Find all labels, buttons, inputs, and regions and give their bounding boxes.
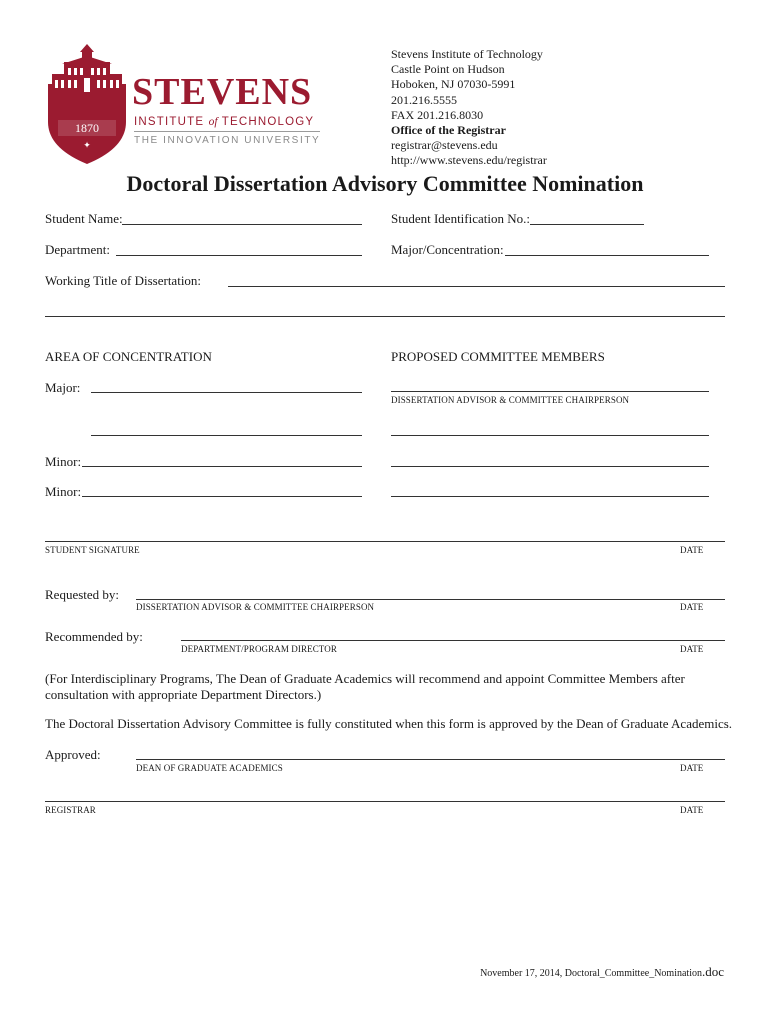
logo-institute-a: INSTITUTE — [134, 116, 209, 128]
student-id-field[interactable] — [530, 224, 644, 225]
logo-tagline: THE INNOVATION UNIVERSITY — [134, 135, 321, 146]
student-signature-field[interactable] — [45, 541, 725, 542]
department-label: Department: — [45, 242, 110, 257]
major-field[interactable] — [91, 392, 362, 393]
minor-field[interactable] — [82, 466, 362, 467]
major-concentration-field[interactable] — [505, 255, 709, 256]
logo-institute-of: of — [208, 116, 218, 128]
recommended-by-field[interactable] — [181, 640, 725, 641]
requested-by-label: Requested by: — [45, 587, 120, 602]
area-heading: AREA OF CONCENTRATION — [45, 349, 212, 364]
address-email[interactable]: registrar@stevens.edu — [391, 138, 498, 153]
advisor-field[interactable] — [391, 391, 709, 392]
address-line: Hoboken, NJ 07030-5991 — [391, 77, 516, 92]
address-phone: 201.216.5555 — [391, 92, 457, 107]
dean-caption: DEAN OF GRADUATE ACADEMICS — [136, 763, 283, 773]
interdisciplinary-note: (For Interdisciplinary Programs, The Dean of Graduate Academics will recommend and appoint Committee Members after consultation with appropriate Department Directors.) — [45, 671, 685, 702]
requested-by-caption: DISSERTATION ADVISOR & COMMITTEE CHAIRPERSON — [136, 602, 375, 612]
minor-label: Minor: — [45, 454, 82, 469]
logo-institute-b: TECHNOLOGY — [217, 116, 315, 128]
major-concentration-label: Major/Concentration: — [391, 242, 504, 257]
department-field[interactable] — [116, 255, 362, 256]
requested-by-field[interactable] — [136, 599, 725, 600]
minor-field[interactable] — [82, 496, 362, 497]
major-label: Major: — [45, 380, 81, 395]
address-line: Castle Point on Hudson — [391, 62, 505, 77]
committee-heading: PROPOSED COMMITTEE MEMBERS — [391, 349, 605, 364]
recommended-by-label: Recommended by: — [45, 629, 143, 644]
working-title-label: Working Title of Dissertation: — [45, 273, 202, 288]
footer-text: November 17, 2014, Doctoral_Committee_Nomination — [480, 968, 702, 979]
registrar-address — [391, 47, 547, 169]
svg-text:✦: ✦ — [83, 140, 91, 150]
footer-ext: .doc — [701, 964, 724, 979]
student-id-label: Student Identification No.: — [391, 211, 531, 226]
student-signature-caption: STUDENT SIGNATURE — [45, 545, 140, 555]
working-title-field-line2[interactable] — [45, 316, 725, 317]
student-name-label: Student Name: — [45, 211, 123, 226]
minor-label: Minor: — [45, 484, 82, 499]
approved-label: Approved: — [45, 747, 101, 762]
address-url[interactable]: http://www.stevens.edu/registrar — [391, 153, 547, 168]
student-name-field[interactable] — [122, 224, 362, 225]
committee-member-field[interactable] — [391, 496, 709, 497]
shield-seal-icon — [44, 44, 130, 166]
director-caption: DEPARTMENT/PROGRAM DIRECTOR — [181, 644, 337, 654]
working-title-field[interactable] — [228, 286, 725, 287]
committee-member-field[interactable] — [391, 466, 709, 467]
major-field-line2[interactable] — [91, 435, 362, 436]
constituted-note: The Doctoral Dissertation Advisory Committee is fully constituted when this form is approved by the Dean of Graduate Academics. — [45, 716, 733, 731]
advisor-caption: DISSERTATION ADVISOR & COMMITTEE CHAIRPERSON — [391, 395, 630, 405]
stevens-logo — [44, 44, 334, 164]
address-office: Office of the Registrar — [391, 123, 506, 138]
logo-name: STEVENS — [132, 71, 313, 113]
date-caption: DATE — [680, 602, 704, 612]
approved-field[interactable] — [136, 759, 725, 760]
logo-year: 1870 — [75, 121, 99, 135]
date-caption: DATE — [680, 644, 704, 654]
address-fax: FAX 201.216.8030 — [391, 107, 484, 122]
page-title: Doctoral Dissertation Advisory Committee Nomination — [126, 171, 644, 196]
logo-institute — [134, 116, 314, 128]
address-line: Stevens Institute of Technology — [391, 47, 543, 61]
registrar-field[interactable] — [45, 801, 725, 802]
registrar-caption: REGISTRAR — [45, 805, 96, 815]
date-caption: DATE — [680, 763, 704, 773]
logo-divider — [134, 131, 320, 132]
date-caption: DATE — [680, 805, 704, 815]
footer — [480, 963, 724, 981]
date-caption: DATE — [680, 545, 704, 555]
committee-member-field[interactable] — [391, 435, 709, 436]
